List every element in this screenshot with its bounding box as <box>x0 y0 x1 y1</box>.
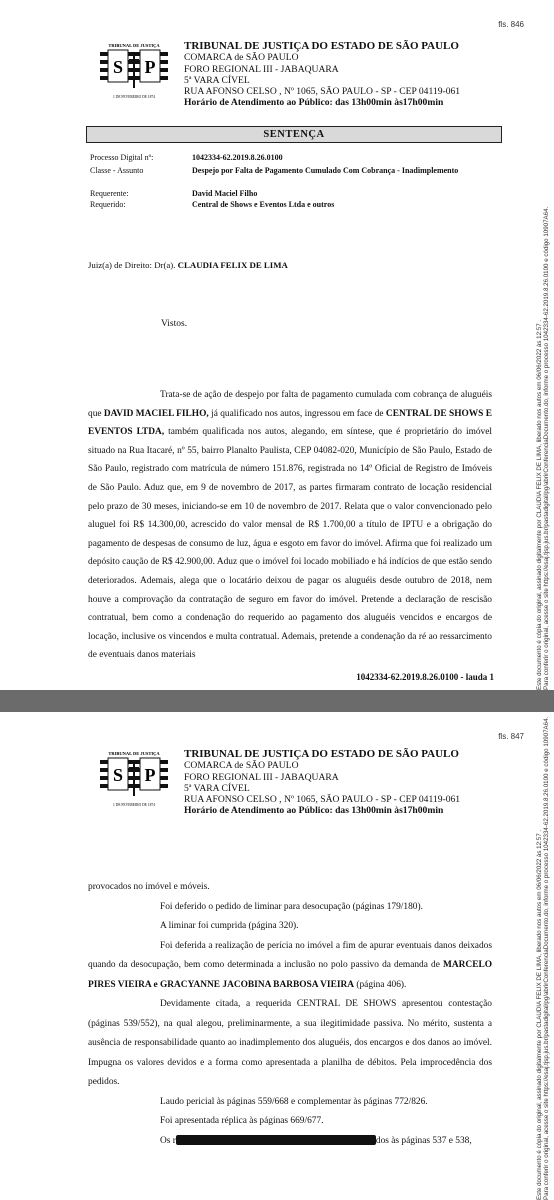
verification-line: Para conferir o original, acesse o site https://esaj.tjsp.jus.br/pastadigital/pg/abrirConferenciaDocumento.do, informe o processo 1042334-62.2019.8.26.0100 e código 10907A64. <box>543 206 550 690</box>
signature-line: Este documento é cópia do original, assinado digitalmente por CLAUDIA FELIX DE LIMA, liberado nos autos em 06/06/2022 às 12:57 . <box>536 319 543 690</box>
process-number: 1042334-62.2019.8.26.0100 <box>192 153 283 162</box>
district: COMARCA de SÃO PAULO <box>184 52 299 64</box>
office-hours: Horário de Atendimento ao Público: das 13h00min às17h00min <box>184 805 444 817</box>
signature-sidebar <box>534 10 554 690</box>
forum: FORO REGIONAL III - JABAQUARA <box>184 771 339 783</box>
paragraph: provocados no imóvel e móveis. <box>88 882 210 892</box>
court-header <box>184 41 460 109</box>
district: COMARCA de SÃO PAULO <box>184 760 299 772</box>
paragraph: Laudo pericial às páginas 559/668 e complementar às páginas 772/826. <box>160 1096 428 1107</box>
paragraph-1: Trata-se de ação de despejo por falta de pagamento cumulada com cobrança de aluguéis que DAVID MACIEL FILHO, já qualificado nos autos, ingressou em face de CENTRAL DE SHOWS E EVENTOS LTDA, também qualificada nos autos, alegando, em síntese, que é proprietário do imóvel situado na Rua Itacaré, nº 55, bairro Planalto Paulista, CEP 04082-020, Município de São Paulo, Estado de São Paulo, registrado com matrícula de número 151.876, registrada no 14º Oficial de Registro de Imóveis de São Paulo. Aduz que, em 9 de novembro de 2017, as partes firmaram contrato de locação residencial pelo prazo de 30 meses, iniciando-se em 10 de novembro de 2017. Relata que o valor convencionado pelo aluguel foi R$ 14.300,00, acrescido do valor mensal de R$ 1.700,00 a título de IPTU e a obrigação do pagamento de despesas de consumo de luz, água e esgoto em favor do imóvel. Afirma que foi realizado um depósito caução de R$ 42.900,00. Aduz que o imóvel foi locado mobiliado e há indícios de que estão sendo deteriorados. Ademais, alega que o locatário deixou de pagar os aluguéis desde outubro de 2018, nem houve a comprovação da contratação de seguro em favor do imóvel. Pretende a declaração de rescisão contratual, bem como a condenação do requerido ao pagamento dos aluguéis vencidos e encargos de locação, inclusive os vincendos e multa contratual. Ademais, pretende a condenação da ré ao ressarcimento de eventuais danos materiais <box>88 390 492 661</box>
paragraph: Foi deferido o pedido de liminar para desocupação (páginas 179/180). <box>160 901 423 912</box>
court-name: TRIBUNAL DE JUSTIÇA DO ESTADO DE SÃO PAULO <box>184 40 459 52</box>
seal-left-letter: S <box>112 57 124 77</box>
signature-line: Este documento é cópia do original, assinado digitalmente por CLAUDIA FELIX DE LIMA, liberado nos autos em 06/06/2022 às 12:57 . <box>536 829 543 1200</box>
redaction-mark <box>176 1135 376 1145</box>
seal-right-letter: P <box>144 57 156 77</box>
forum: FORO REGIONAL III - JABAQUARA <box>184 63 339 75</box>
defendant-name: CENTRAL DE SHOWS E EVENTOS LTDA, <box>88 408 492 438</box>
court-name: TRIBUNAL DE JUSTIÇA DO ESTADO DE SÃO PAULO <box>184 748 459 760</box>
verification-line: Para conferir o original, acesse o site https://esaj.tjsp.jus.br/pastadigital/pg/abrirConferenciaDocumento.do, informe o processo 1042334-62.2019.8.26.0100 e código 10907A64. <box>543 716 550 1200</box>
paragraph: A liminar foi cumprida (página 320). <box>160 921 299 931</box>
document-title: SENTENÇA <box>86 126 502 143</box>
included-defendants: MARCELO PIRES VIEIRA e GRACYANNE JACOBINA BARBOSA VIEIRA <box>88 960 492 990</box>
page-footer: 1042334-62.2019.8.26.0100 - lauda 1 <box>356 672 494 682</box>
page-2-body <box>88 878 492 1151</box>
address: RUA AFONSO CELSO , Nº 1065, SÃO PAULO - SP - CEP 04119-061 <box>184 86 461 98</box>
plaintiff-name: DAVID MACIEL FILHO, <box>103 408 209 419</box>
seal-left-letter: S <box>112 765 124 785</box>
folio-number: fls. 846 <box>498 20 524 29</box>
process-label: Processo Digital nº: <box>90 153 154 162</box>
seal-right-letter: P <box>144 765 156 785</box>
signature-sidebar <box>534 716 554 1200</box>
paragraph: Foi apresentada réplica às páginas 669/677. <box>160 1116 324 1126</box>
judge-name: CLAUDIA FELIX DE LIMA <box>177 260 288 270</box>
court-seal-icon <box>100 748 168 808</box>
court-header <box>184 749 460 817</box>
class-label: Classe - Assunto <box>90 166 144 175</box>
paragraph: Os r dos às páginas 537 e 538, <box>160 1135 472 1146</box>
seal-top-text: TRIBUNAL DE JUSTIÇA <box>108 43 160 48</box>
defendant-value: Central de Shows e Eventos Ltda e outros <box>192 200 335 209</box>
seal-bottom-text: 1 DE FEVEREIRO DE 1874 <box>113 95 155 99</box>
folio-number: fls. 847 <box>498 732 524 741</box>
seal-top-text: TRIBUNAL DE JUSTIÇA <box>108 751 160 756</box>
plaintiff-value: David Maciel Filho <box>192 189 258 198</box>
plaintiff-label: Requerente: <box>90 189 129 198</box>
vistos: Vistos. <box>161 319 188 329</box>
address: RUA AFONSO CELSO , Nº 1065, SÃO PAULO - SP - CEP 04119-061 <box>184 794 461 806</box>
office-hours: Horário de Atendimento ao Público: das 13h00min às17h00min <box>184 97 444 109</box>
court-seal-icon <box>100 40 168 100</box>
paragraph: Foi deferida a realização de perícia no imóvel a fim de apurar eventuais danos deixados quando da desocupação, bem como determinada a inclusão no polo passivo da demanda de MARCELO PIRES VIEIRA e GRACYANNE JACOBINA BARBOSA VIEIRA (página 406). <box>88 940 492 990</box>
defendant-label: Requerido: <box>90 200 126 209</box>
class-value: Despejo por Falta de Pagamento Cumulado Com Cobrança - Inadimplemento <box>192 166 459 175</box>
judge-label: Juiz(a) de Direito: Dr(a). <box>88 260 176 270</box>
vara: 5ª VARA CÍVEL <box>184 782 250 794</box>
seal-bottom-text: 1 DE FEVEREIRO DE 1874 <box>113 803 155 807</box>
paragraph: Devidamente citada, a requerida CENTRAL DE SHOWS apresentou contestação (páginas 539/552), na qual alegou, preliminarmente, a sua ilegitimidade passiva. No mérito, sustenta a ausência de responsabilidade quanto ao inadimplemento dos aluguéis, dos encargos e dos danos ao imóvel. Impugna os valores devidos e a forma como apresentada a planilha de débitos. Pela improcedência dos pedidos. <box>88 999 492 1087</box>
vara: 5ª VARA CÍVEL <box>184 74 250 86</box>
judge-line <box>88 260 288 270</box>
